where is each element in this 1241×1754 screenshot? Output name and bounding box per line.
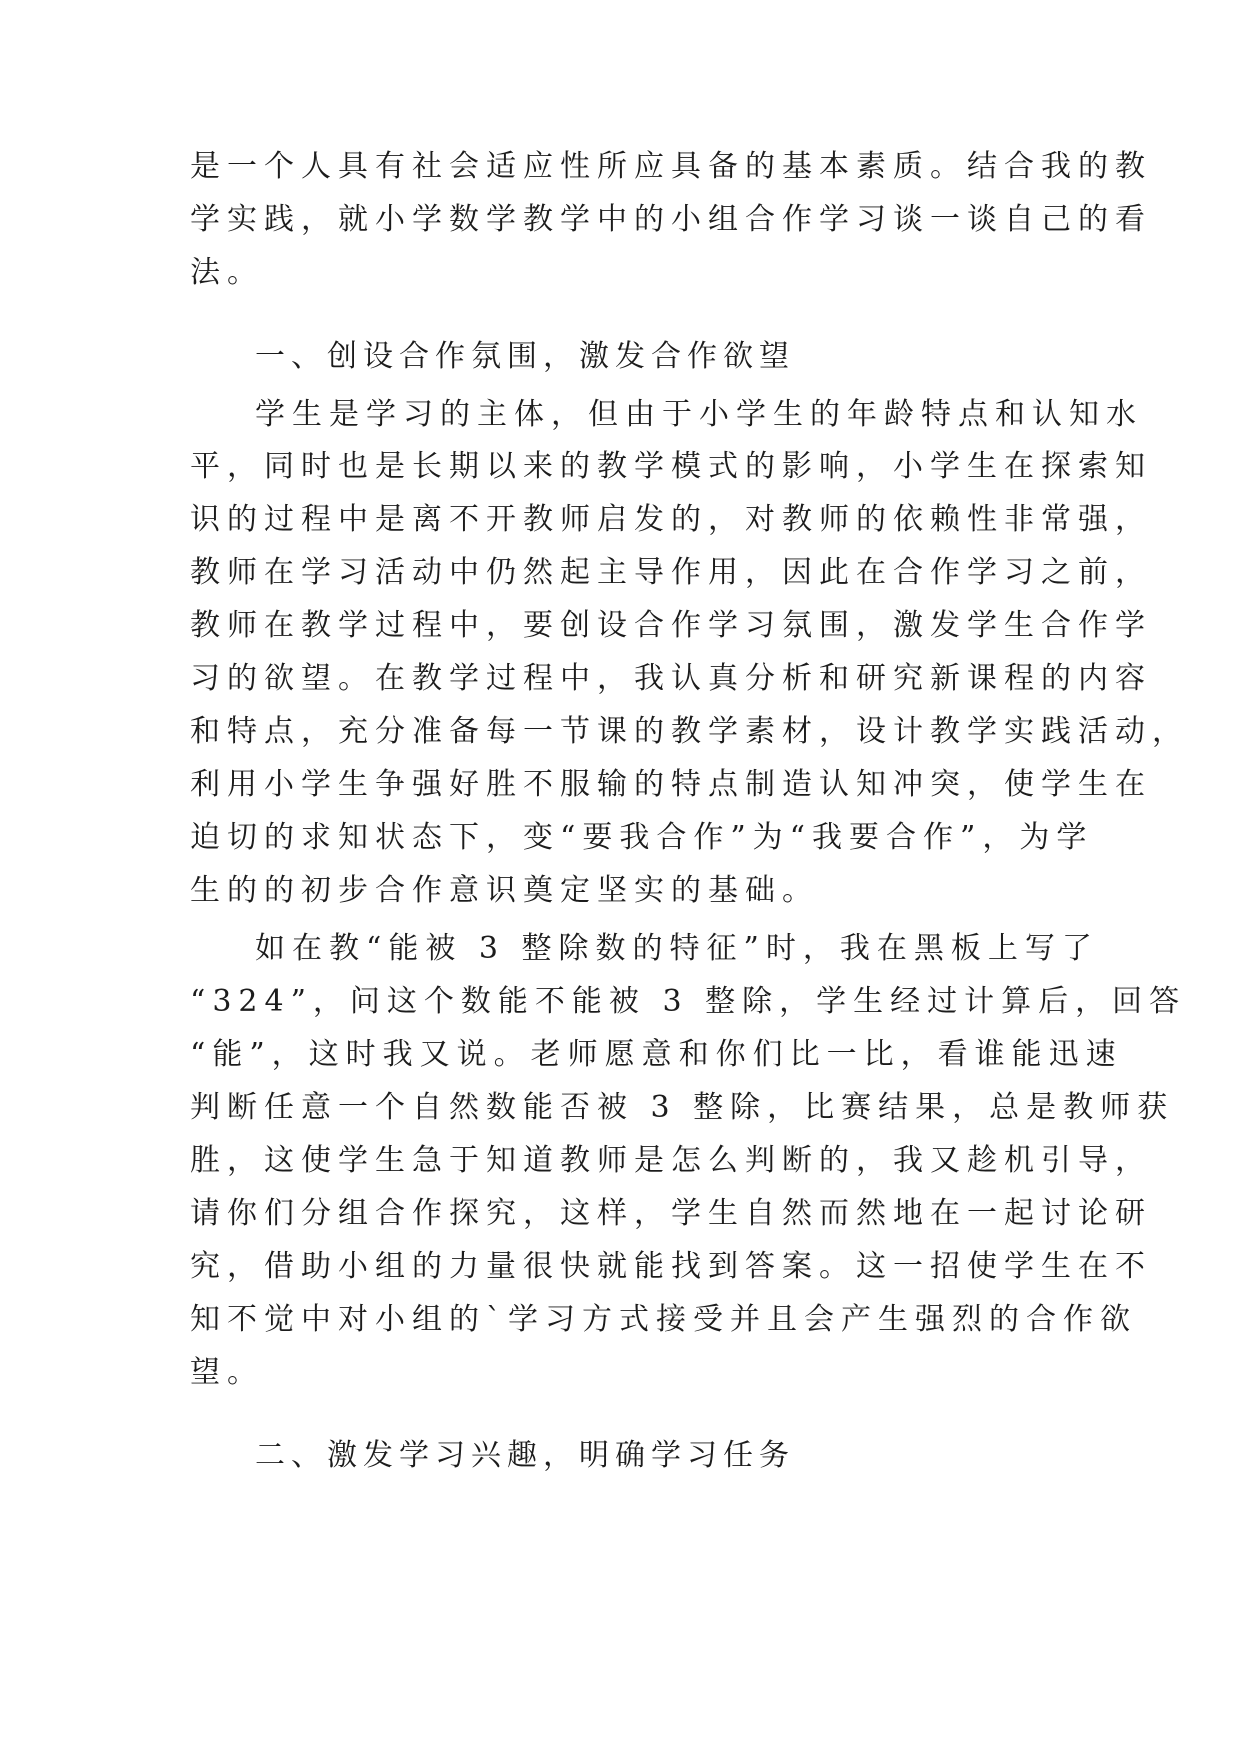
paragraph-line: 平，同时也是长期以来的教学模式的影响，小学生在探索知 <box>190 449 1152 484</box>
paragraph-line: 识的过程中是离不开教师启发的，对教师的依赖性非常强， <box>190 502 1152 537</box>
paragraph-line: 习的欲望。在教学过程中，我认真分析和研究新课程的内容 <box>190 661 1152 696</box>
paragraph-line: 利用小学生争强好胜不服输的特点制造认知冲突，使学生在 <box>190 767 1152 802</box>
paragraph-line: 望。 <box>190 1355 264 1390</box>
paragraph-line: “能”，这时我又说。老师愿意和你们比一比，看谁能迅速 <box>190 1037 1123 1072</box>
paragraph-line: 知不觉中对小组的`学习方式接受并且会产生强烈的合作欲 <box>190 1302 1137 1337</box>
paragraph-line: 教师在学习活动中仍然起主导作用，因此在合作学习之前， <box>190 555 1152 590</box>
paragraph-line: 判断任意一个自然数能否被 3 整除，比赛结果，总是教师获 <box>190 1090 1175 1125</box>
paragraph-line: 生的的初步合作意识奠定坚实的基础。 <box>190 873 819 908</box>
paragraph-line: “324”，问这个数能不能被 3 整除，学生经过计算后，回答 <box>190 984 1187 1019</box>
paragraph-line: 如在教“能被 3 整除数的特征”时，我在黑板上写了 <box>255 931 1099 966</box>
paragraph-line: 是一个人具有社会适应性所应具备的基本素质。结合我的教 <box>190 149 1152 184</box>
paragraph-line: 请你们分组合作探究，这样，学生自然而然地在一起讨论研 <box>190 1196 1152 1231</box>
paragraph-line: 学生是学习的主体，但由于小学生的年龄特点和认知水 <box>255 397 1143 432</box>
paragraph-line: 学实践，就小学数学教学中的小组合作学习谈一谈自己的看 <box>190 202 1152 237</box>
paragraph-line: 胜，这使学生急于知道教师是怎么判断的，我又趁机引导， <box>190 1143 1152 1178</box>
paragraph-line: 法。 <box>190 255 264 290</box>
section-heading-1: 一、创设合作氛围，激发合作欲望 <box>255 339 795 374</box>
paragraph-line: 究，借助小组的力量很快就能找到答案。这一招使学生在不 <box>190 1249 1152 1284</box>
section-heading-2: 二、激发学习兴趣，明确学习任务 <box>255 1438 795 1473</box>
paragraph-line: 和特点，充分准备每一节课的教学素材，设计教学实践活动， <box>190 714 1189 749</box>
paragraph-line: 教师在教学过程中，要创设合作学习氛围，激发学生合作学 <box>190 608 1152 643</box>
paragraph-line: 迫切的求知状态下，变“要我合作”为“我要合作”，为学 <box>190 820 1094 855</box>
